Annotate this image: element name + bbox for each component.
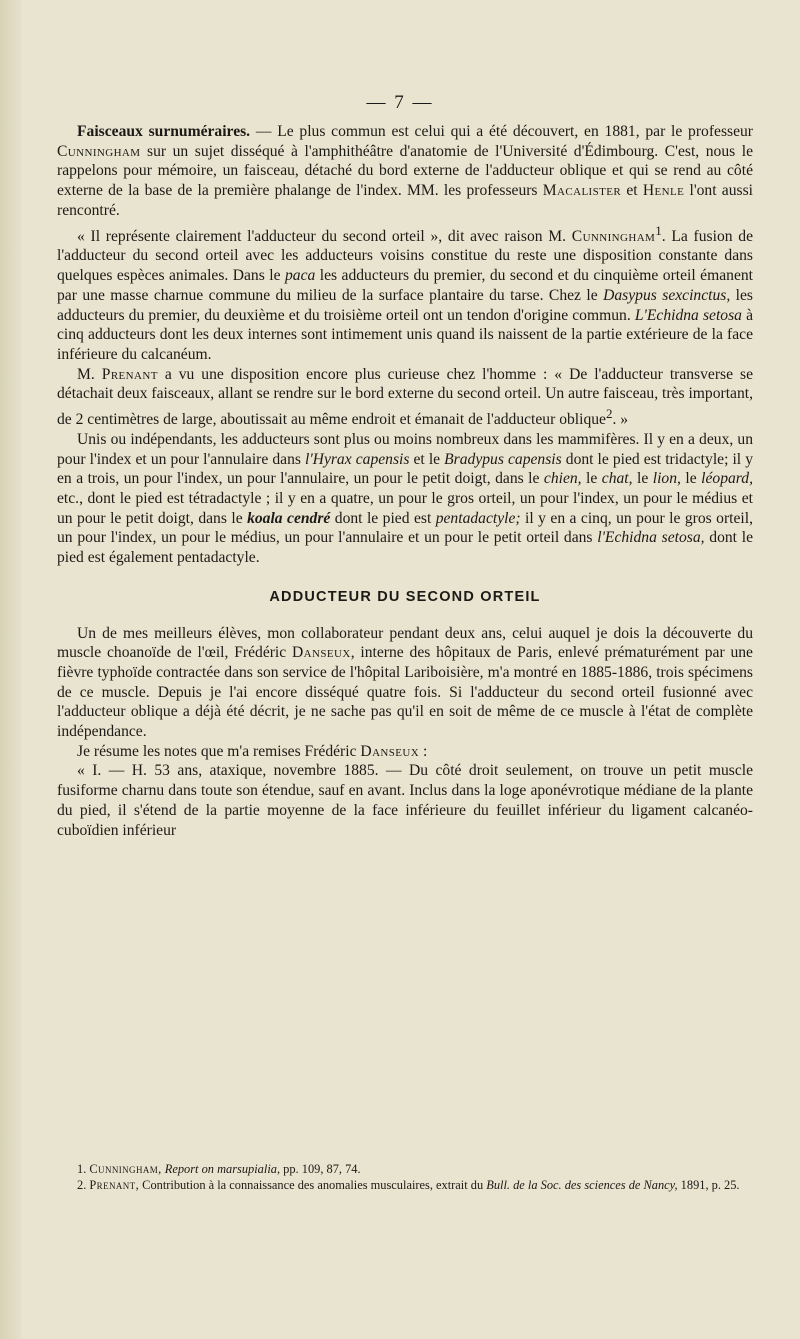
work-title: Report on marsupialia, <box>161 1162 281 1176</box>
page-edge <box>0 0 22 1339</box>
section-title: Faisceaux surnuméraires. <box>77 123 251 140</box>
author-name: Cunningham, <box>89 1162 162 1176</box>
text-run: dont le pied est également pentadactyle. <box>57 529 754 567</box>
text-run: les adducteurs du premier, du deuxième et du troisième orteil ont un tendon d'origine commun. <box>57 286 753 324</box>
author-name: Cunningham <box>57 142 141 160</box>
species-name: paca <box>284 267 316 285</box>
text-run: le <box>680 470 702 488</box>
text-run: sur un sujet disséqué à l'amphithéâtre d'anatomie de l'Université d'Édimbourg. C'est, nous le rappelons pour mémoire, un faisceau, détaché du bord externe de l'adducteur oblique et qui se rend au côté externe de la base de la première phalange de l'index. MM. les professeurs <box>57 142 753 200</box>
author-name: Prenant <box>101 365 158 383</box>
author-name: Macalister <box>542 182 622 200</box>
author-name: Henle <box>642 182 685 200</box>
journal-title: Bull. de la Soc. des sciences de Nancy, <box>486 1178 678 1192</box>
text-run: Unis ou indépendants, les adducteurs sont plus ou moins nombreux dans les mammifères. Il y en a deux, un pour l'index et un pour l'annulaire dans <box>57 430 753 468</box>
page-number: — 7 — <box>366 92 434 113</box>
text-run: a vu une disposition encore plus curieuse chez l'homme : « De l'adducteur transverse se détachait deux faisceaux, allant se rendre sur le bord externe du second orteil. Un autre faisceau, très important, de 2 centimètres de large, aboutissait au même endroit et émanait de l'adducteur oblique <box>57 365 753 429</box>
footnote-number: 1. <box>77 1162 90 1176</box>
text-run: « Il représente clairement l'adducteur du second orteil », dit avec raison M. <box>77 227 572 245</box>
paragraph <box>57 221 753 365</box>
footnote <box>57 1177 753 1193</box>
text-run: : <box>419 742 428 760</box>
text-run: à cinq adducteurs dont les deux internes sont intimement unis quand ils naissent de la partie extérieure de la face inférieure du calcanéum. <box>57 306 753 363</box>
text-run: l'ont aussi rencontré. <box>57 182 753 219</box>
text-run: Contribution à la connaissance des anomalies musculaires, extrait du <box>139 1178 487 1192</box>
text-run: le <box>581 470 602 488</box>
text-run: . La fusion de l'adducteur du second orteil avec les adducteurs voisins constitue du reste une disposition constante dans quelques espèces animales. Dans le <box>57 227 753 285</box>
body-text <box>57 122 753 840</box>
species-name: Dasypus sexcinctus, <box>603 286 731 304</box>
species-name: léopard, <box>701 470 753 488</box>
species-name: L'Echidna setosa <box>634 306 742 324</box>
text-run: Je résume les notes que m'a remises Frédéric <box>77 742 361 760</box>
text-run: et <box>621 182 643 200</box>
species-name: chat, <box>601 470 633 488</box>
footnote <box>57 1161 753 1177</box>
paragraph <box>57 365 753 430</box>
text-run: et le <box>409 450 445 468</box>
footnote-ref: 2 <box>605 406 613 422</box>
paragraph <box>57 122 753 221</box>
text-run: etc., dont le pied est tétradactyle ; il y en a quatre, un pour le gros orteil, un pour l'index, un pour le médius et un pour le petit doigt, dans le <box>57 490 753 527</box>
species-name: l'Echidna setosa, <box>597 529 705 547</box>
text-run: il y en a cinq, un pour le gros orteil, un pour l'index, un pour le médius, un pour l'annulaire et un pour le petit orteil dans <box>57 509 753 547</box>
paragraph <box>57 430 753 568</box>
text-run: — Le plus commun est celui qui a été découvert, en 1881, par le professeur <box>250 123 753 140</box>
text-run: , interne des hôpitaux de Paris, enlevé prématurément par une fièvre typhoïde contractée dans son service de l'hôpital Lariboisière, m'a montré en 1885-1886, trois spécimens de ce muscle. Depuis je l'ai encore disséqué quatre fois. Si l'adducteur du second orteil fusionné avec l'adducteur oblique a déjà été décrit, je ne sache pas qu'il en soit de même de ce muscle à l'état de complète indépendance. <box>57 644 753 741</box>
footnote-ref: 1 <box>655 222 662 238</box>
text-run: dont le pied est <box>330 509 436 527</box>
paragraph <box>57 761 753 840</box>
text-run: les adducteurs du premier, du second et du cinquième orteil émanent par une masse charnue commune du milieu de la surface plantaire du tarse. Chez le <box>57 267 753 304</box>
species-name: lion, <box>652 470 681 488</box>
text-run: « I. — H. 53 ans, ataxique, novembre 1885. — Du côté droit seulement, on trouve un petit muscle fusiforme charnu dans toute son étendue, sauf en avant. Inclus dans la loge aponévrotique médiane de la plante du pied, il s'étend de la partie moyenne de la face inférieure du feuillet inférieur du ligament calcanéo-cuboïdien inférieur <box>57 762 753 839</box>
text-run: dont le pied est tridactyle; il y en a trois, un pour l'index, un pour l'annulaire, un pour le petit doigt, dans le <box>57 450 753 488</box>
text-run: le <box>632 470 653 488</box>
author-name: Cunningham <box>571 227 656 245</box>
footnotes <box>57 1161 753 1193</box>
text-run: Un de mes meilleurs élèves, mon collaborateur pendant deux ans, celui auquel je dois la découverte du muscle choanoïde de l'œil, Frédéric <box>57 624 753 662</box>
section-heading: ADDUCTEUR DU SECOND ORTEIL <box>269 588 541 605</box>
author-name: Danseux <box>360 742 420 760</box>
paragraph <box>57 624 753 742</box>
species-name: Bradypus capensis <box>444 450 562 468</box>
text-run: pp. 109, 87, 74. <box>280 1162 361 1176</box>
text-run: 1891, p. 25. <box>677 1178 740 1192</box>
species-name: l'Hyrax capensis <box>305 450 410 468</box>
paragraph <box>57 742 753 762</box>
author-name: Danseux <box>292 644 351 662</box>
emphasis: pentadactyle; <box>435 509 521 527</box>
text-run: . » <box>612 411 629 429</box>
species-name: chien, <box>543 470 582 488</box>
author-name: Prenant, <box>89 1178 140 1192</box>
text-run: M. <box>77 365 102 383</box>
species-name: koala cendré <box>247 509 331 527</box>
footnote-number: 2. <box>77 1178 90 1192</box>
